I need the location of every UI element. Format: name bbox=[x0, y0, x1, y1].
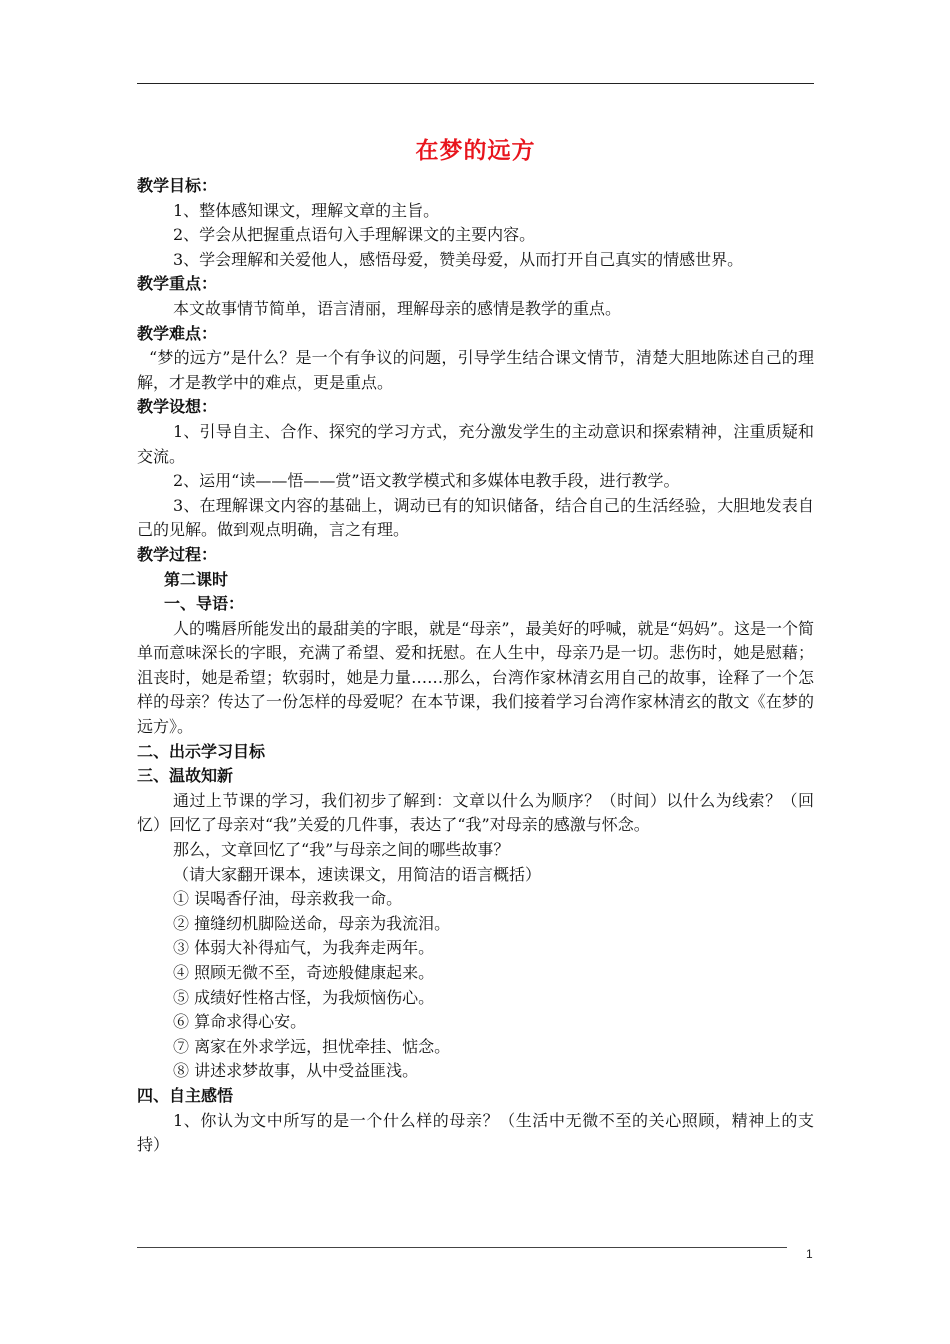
key-points-heading: 教学重点： bbox=[137, 274, 218, 294]
reflection-heading: 四、自主感悟 bbox=[137, 1085, 234, 1105]
story-item: ⑤ 成绩好性格古怪，为我烦恼伤心。 bbox=[173, 987, 435, 1007]
review-instruction: （请大家翻开课本，速读课文，用简洁的语言概括） bbox=[173, 864, 542, 884]
story-item: ⑧ 讲述求梦故事，从中受益匪浅。 bbox=[173, 1061, 419, 1081]
goal-item: 3、学会理解和关爱他人，感悟母爱，赞美母爱，从而打开自己真实的情感世界。 bbox=[173, 249, 744, 269]
footer-rule bbox=[137, 1247, 787, 1248]
design-item: 2、运用“读——悟——赏”语文教学模式和多媒体电教手段，进行教学。 bbox=[173, 471, 680, 491]
page-number: 1 bbox=[806, 1247, 813, 1261]
goal-item: 2、学会从把握重点语句入手理解课文的主要内容。 bbox=[173, 225, 536, 245]
goals-heading: 教学目标： bbox=[137, 176, 218, 195]
difficulties-text: “梦的远方”是什么？是一个有争议的问题，引导学生结合课文情节，清楚大胆地陈述自己的理解，才是教学中的难点，更是重点。 bbox=[137, 348, 814, 392]
story-item: ⑥ 算命求得心安。 bbox=[173, 1012, 307, 1032]
story-item: ③ 体弱大补得疝气，为我奔走两年。 bbox=[173, 938, 435, 958]
story-item: ② 撞缝纫机脚险送命，母亲为我流泪。 bbox=[173, 913, 451, 933]
key-points-text: 本文故事情节简单，语言清丽，理解母亲的感情是教学的重点。 bbox=[173, 298, 622, 318]
review-question: 那么，文章回忆了“我”与母亲之间的哪些故事？ bbox=[173, 840, 510, 860]
review-text: 通过上节课的学习，我们初步了解到：文章以什么为顺序？（时间）以什么为线索？（回忆）回忆了母亲对“我”关爱的几件事，表达了“我”对母亲的感激与怀念。 bbox=[137, 790, 814, 835]
header-rule bbox=[137, 83, 814, 84]
show-goals-heading: 二、出示学习目标 bbox=[137, 741, 266, 761]
design-item: 3、在理解课文内容的基础上，调动已有的知识储备，结合自己的生活经验，大胆地发表自己的见解。做到观点明确，言之有理。 bbox=[137, 495, 814, 540]
review-heading: 三、温故知新 bbox=[137, 766, 234, 786]
intro-heading: 一、导语： bbox=[164, 594, 245, 614]
document-title: 在梦的远方 bbox=[415, 138, 536, 164]
difficulties-heading: 教学难点： bbox=[137, 323, 218, 343]
design-heading: 教学设想： bbox=[137, 397, 218, 417]
story-item: ⑦ 离家在外求学远，担忧牵挂、惦念。 bbox=[173, 1036, 451, 1056]
reflection-text: 1、你认为文中所写的是一个什么样的母亲？（生活中无微不至的关心照顾，精神上的支持） bbox=[137, 1110, 814, 1155]
document-body bbox=[137, 174, 814, 1158]
story-item: ④ 照顾无微不至，奇迹般健康起来。 bbox=[173, 963, 435, 982]
process-heading: 教学过程： bbox=[137, 544, 218, 564]
goal-item: 1、整体感知课文，理解文章的主旨。 bbox=[173, 200, 440, 220]
intro-text: 人的嘴唇所能发出的最甜美的字眼，就是“母亲”，最美好的呼喊，就是“妈妈”。这是一个简单而意味深长的字眼，充满了希望、爱和抚慰。在人生中，母亲乃是一切。悲伤时，她是慰藉；沮丧时，她是希望；软弱时，她是力量……那么，台湾作家林清玄用自己的故事，诠释了一个怎样的母亲？传达了一份怎样的母爱呢？在本节课，我们接着学习台湾作家林清玄的散文《在梦的远方》。 bbox=[137, 618, 814, 737]
story-item: ① 误喝香仔油，母亲救我一命。 bbox=[173, 889, 403, 909]
lesson-label: 第二课时 bbox=[164, 569, 229, 589]
design-item: 1、引导自主、合作、探究的学习方式，充分激发学生的主动意识和探索精神，注重质疑和交流。 bbox=[137, 421, 814, 466]
